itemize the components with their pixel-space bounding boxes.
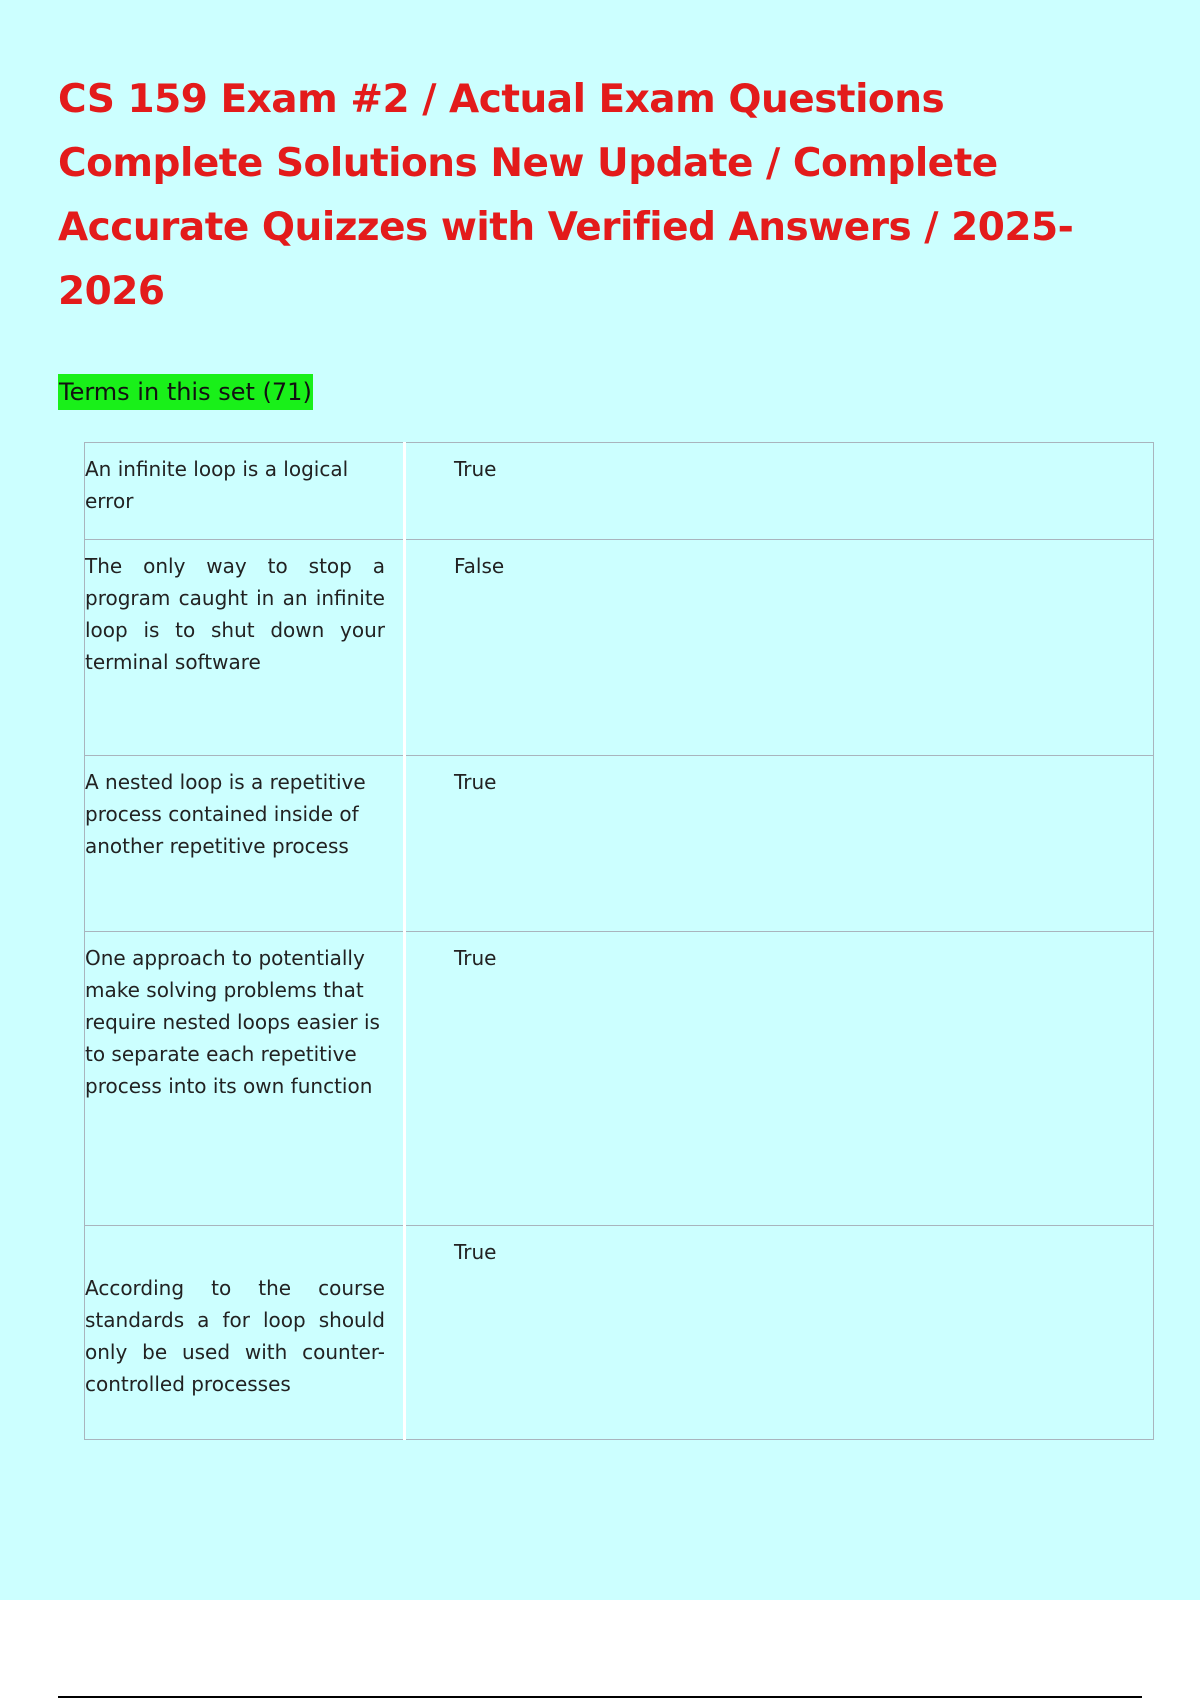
flashcard-table (84, 442, 1154, 1440)
term-text: According to the course standards a for loop should only be used with counter-controlled processes (85, 1276, 385, 1396)
table-row (85, 756, 1154, 932)
term-text: The only way to stop a program caught in an infinite loop is to shut down your terminal software (85, 554, 385, 674)
definition-cell (405, 1226, 1154, 1440)
term-cell (85, 540, 405, 756)
term-text: One approach to potentially make solving problems that require nested loops easier is to separate each repetitive process into its own function (85, 946, 380, 1098)
table-row (85, 1226, 1154, 1440)
document-title: CS 159 Exam #2 / Actual Exam Questions Complete Solutions New Update / Complete Accurate Quizzes with Verified Answers / 2025-2026 (58, 77, 1074, 314)
definition-text: True (454, 946, 497, 970)
term-text: An infinite loop is a logical error (85, 457, 349, 513)
definition-text: True (454, 770, 497, 794)
definition-text: True (454, 1240, 497, 1264)
term-cell (85, 932, 405, 1226)
terms-count-label: Terms in this set (71) (58, 374, 313, 410)
definition-cell (405, 540, 1154, 756)
table-row (85, 932, 1154, 1226)
definition-cell (405, 443, 1154, 540)
footer-divider (58, 1696, 1142, 1698)
table-row (85, 443, 1154, 540)
definition-text: False (454, 554, 505, 578)
definition-cell (405, 756, 1154, 932)
term-cell (85, 756, 405, 932)
term-cell (85, 1226, 405, 1440)
table-row (85, 540, 1154, 756)
definition-text: True (454, 457, 497, 481)
term-text: A nested loop is a repetitive process contained inside of another repetitive process (85, 770, 366, 858)
term-cell (85, 443, 405, 540)
definition-cell (405, 932, 1154, 1226)
